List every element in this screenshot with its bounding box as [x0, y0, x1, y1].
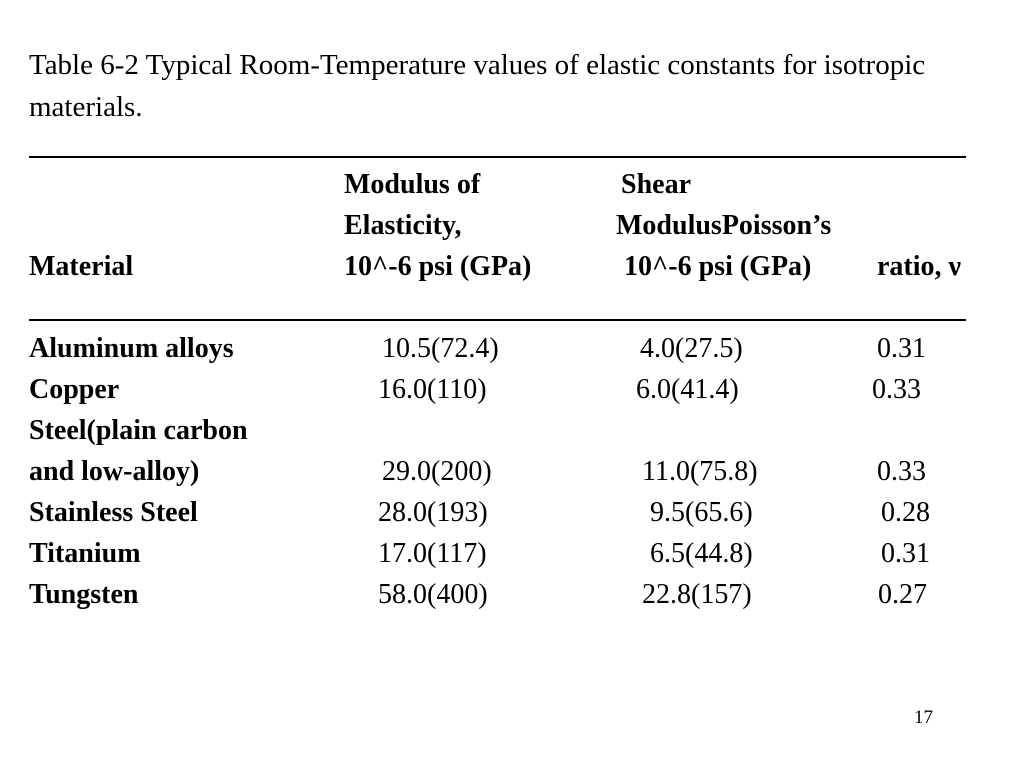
cell-material: Tungsten — [29, 579, 139, 610]
slide-title: Table 6-2 Typical Room-Temperature values of elastic constants for isotropic materials. — [29, 49, 926, 123]
cell-shear: 6.0(41.4) — [636, 374, 739, 405]
cell-poisson: 0.28 — [881, 497, 930, 528]
cell-modulus: 28.0(193) — [378, 497, 488, 528]
table-header-rule — [29, 319, 966, 321]
cell-poisson: 0.27 — [878, 579, 927, 610]
table-top-rule — [29, 156, 966, 158]
header-shear-line3: 10^-6 psi (GPa) — [624, 251, 812, 282]
cell-shear: 4.0(27.5) — [640, 333, 743, 364]
cell-shear: 9.5(65.6) — [650, 497, 753, 528]
cell-shear: 22.8(157) — [642, 579, 752, 610]
cell-modulus: 58.0(400) — [378, 579, 488, 610]
header-shear-line2: ModulusPoisson’s — [616, 210, 832, 241]
cell-modulus: 29.0(200) — [382, 456, 492, 487]
header-modulus-line3: 10^-6 psi (GPa) — [344, 251, 532, 282]
cell-poisson: 0.31 — [877, 333, 926, 364]
cell-shear: 6.5(44.8) — [650, 538, 753, 569]
cell-poisson: 0.33 — [872, 374, 921, 405]
cell-modulus: 16.0(110) — [378, 374, 487, 405]
cell-material-line1: Steel(plain carbon — [29, 415, 248, 446]
cell-poisson: 0.33 — [877, 456, 926, 487]
header-poisson-line2: Poisson’s — [721, 210, 832, 241]
cell-modulus: 17.0(117) — [378, 538, 487, 569]
cell-material: Titanium — [29, 538, 141, 569]
header-shear-line1: Shear — [621, 169, 691, 200]
header-modulus-line1: Modulus of — [344, 169, 481, 200]
header-modulus-line2: Elasticity, — [344, 210, 462, 241]
header-material: Material — [29, 251, 134, 282]
header-poisson-line3: ratio, ν — [877, 251, 962, 282]
cell-material: and low-alloy) — [29, 456, 200, 487]
cell-material: Stainless Steel — [29, 497, 198, 528]
cell-shear: 11.0(75.8) — [642, 456, 758, 487]
slide-number: 17 — [914, 707, 933, 728]
cell-material: Copper — [29, 374, 120, 405]
cell-modulus: 10.5(72.4) — [382, 333, 499, 364]
cell-material: Aluminum alloys — [29, 333, 234, 364]
cell-poisson: 0.31 — [881, 538, 930, 569]
